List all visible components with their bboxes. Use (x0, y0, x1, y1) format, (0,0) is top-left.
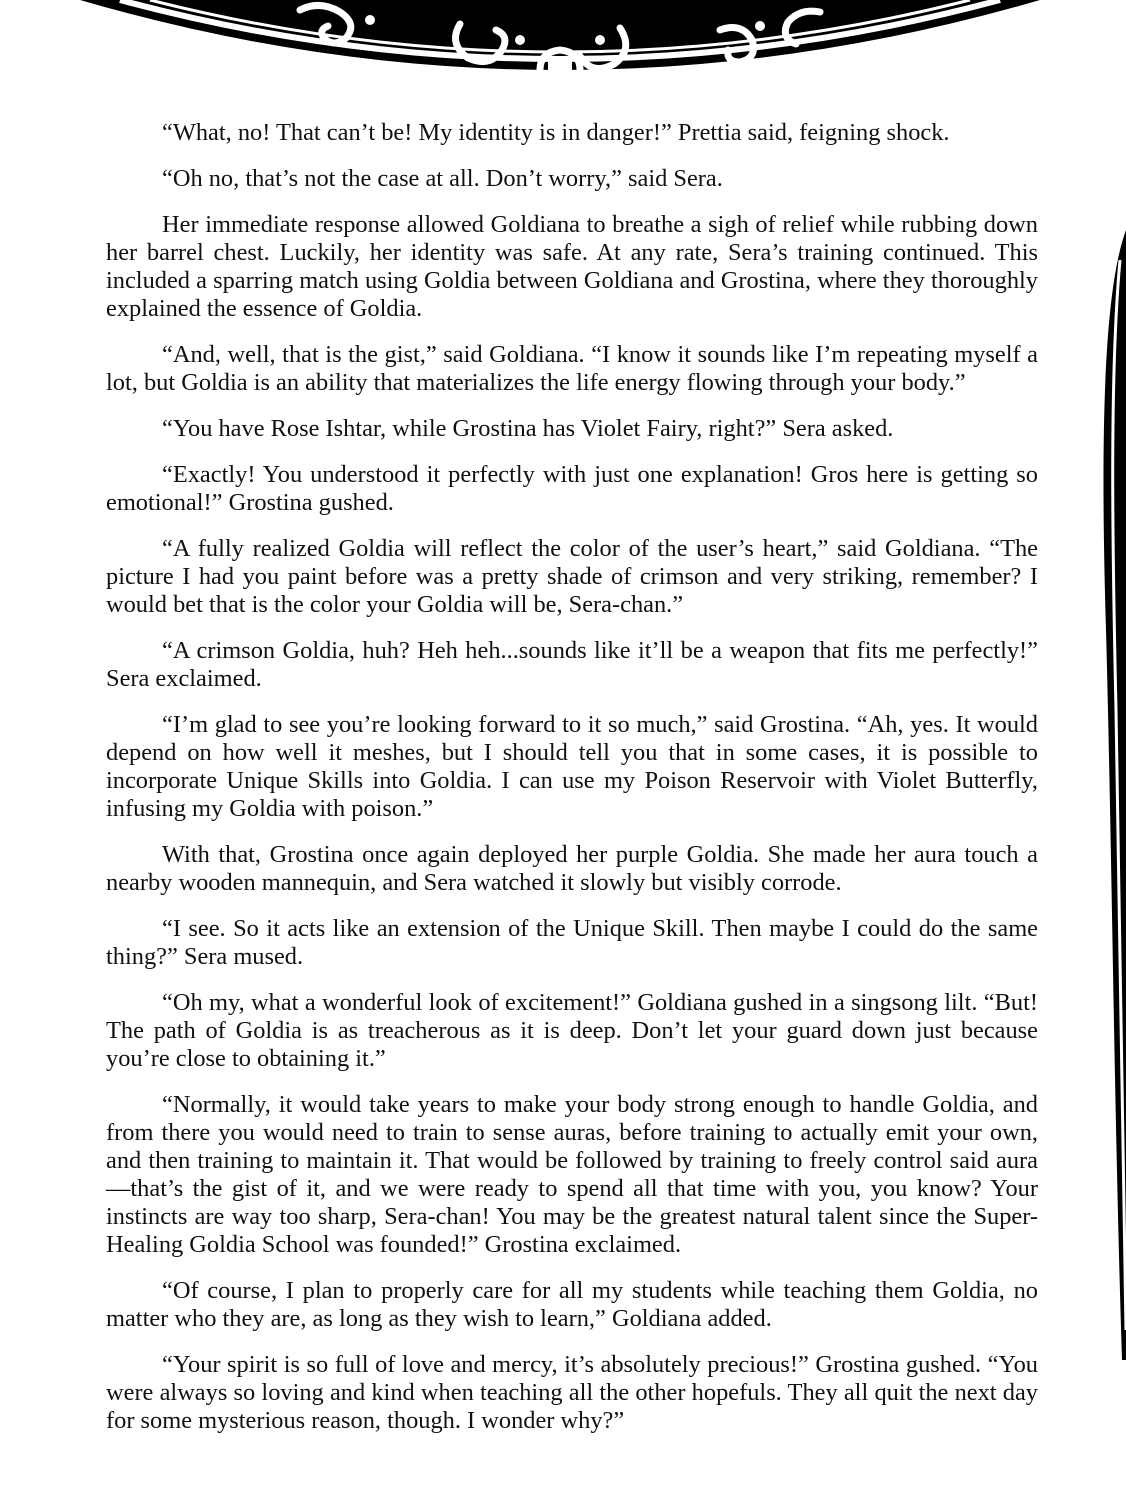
paragraph: “A crimson Goldia, huh? Heh heh...sounds like it’ll be a weapon that fits me perfectly!” Sera exclaimed. (106, 637, 1038, 692)
paragraph: “What, no! That can’t be! My identity is in danger!” Prettia said, feigning shock. (162, 119, 950, 146)
paragraph: “You have Rose Ishtar, while Grostina has Violet Fairy, right?” Sera asked. (162, 415, 894, 442)
paragraph: “A fully realized Goldia will reflect the color of the user’s heart,” said Goldiana. “The picture I had you paint before was a pretty shade of crimson and very striking, remember? I would bet that is the color your Goldia will be, Sera-chan.” (106, 535, 1038, 618)
paragraph: “I see. So it acts like an extension of the Unique Skill. Then maybe I could do the same thing?” Sera mused. (106, 915, 1038, 970)
paragraph: “Exactly! You understood it perfectly with just one explanation! Gros here is getting so emotional!” Grostina gushed. (106, 461, 1038, 516)
paragraph: “And, well, that is the gist,” said Goldiana. “I know it sounds like I’m repeating myself a lot, but Goldia is an ability that materializes the life energy flowing through your body.” (106, 341, 1038, 396)
paragraph: “Normally, it would take years to make your body strong enough to handle Goldia, and from there you would need to train to sense auras, before training to actually emit your own, and then training to maintain it. That would be followed by training to freely control said aura—that’s the gist of it, and we were ready to spend all that time with you, you know? Your instincts are way too sharp, Sera-chan! You may be the greatest natural talent since the Super-Healing Goldia School was founded!” Grostina exclaimed. (106, 1091, 1038, 1258)
paragraph: Her immediate response allowed Goldiana to breathe a sigh of relief while rubbing down her barrel chest. Luckily, her identity was safe. At any rate, Sera’s training continued. This included a sparring match using Goldia between Goldiana and Grostina, where they thoroughly explained the essence of Goldia. (106, 211, 1038, 322)
paragraph: “Your spirit is so full of love and mercy, it’s absolutely precious!” Grostina gushed. “You were always so loving and kind when teaching all the other hopefuls. They all quit the next day for some mysterious reason, though. I wonder why?” (106, 1351, 1038, 1434)
paragraph: “Oh my, what a wonderful look of excitement!” Goldiana gushed in a singsong lilt. “But! The path of Goldia is as treacherous as it is deep. Don’t let your guard down just because you’re close to obtaining it.” (106, 989, 1038, 1072)
paragraph: “Of course, I plan to properly care for all my students while teaching them Goldia, no matter who they are, as long as they wish to learn,” Goldiana added. (106, 1277, 1038, 1332)
paragraph: “I’m glad to see you’re looking forward to it so much,” said Grostina. “Ah, yes. It would depend on how well it meshes, but I should tell you that in some cases, it is possible to incorporate Unique Skills into Goldia. I can use my Poison Reservoir with Violet Butterfly, infusing my Goldia with poison.” (106, 711, 1038, 822)
decorative-side-ornament (1086, 230, 1126, 1360)
paragraph: “Oh no, that’s not the case at all. Don’t worry,” said Sera. (162, 165, 723, 192)
decorative-header-ornament (0, 0, 1126, 110)
book-page-text (106, 119, 1038, 1453)
paragraph: With that, Grostina once again deployed her purple Goldia. She made her aura touch a nearby wooden mannequin, and Sera watched it slowly but visibly corrode. (106, 841, 1038, 896)
